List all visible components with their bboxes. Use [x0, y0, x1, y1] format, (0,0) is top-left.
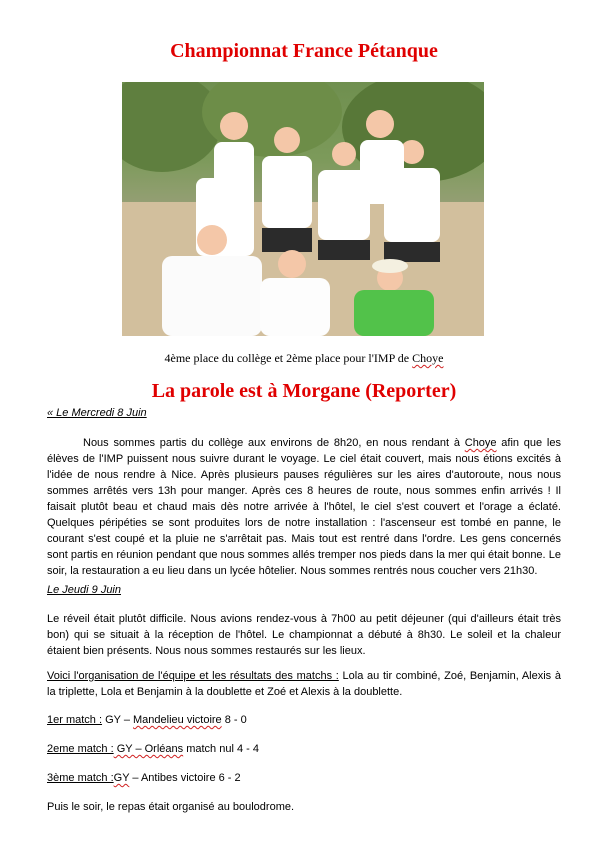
team-photo: [122, 82, 484, 336]
day2-paragraph: Le réveil était plutôt difficile. Nous avions rendez-vous à 7h00 au petit déjeuner (qui d'ailleurs était très bon) qui se situait à la réception de l'hôtel. Le championnat a débuté à 8h30. Le soleil et la chaleur étaient bien présents. Nous nous sommes restaurés sur les lieux.: [47, 613, 561, 657]
closing-paragraph: Puis le soir, le repas était organisé au boulodrome.: [47, 801, 295, 813]
organisation-paragraph: Voici l'organisation de l'équipe et les résultats des matchs : Lola au tir combiné, Zoé, Benjamin, Alexis à la triplette, Lola et Benjamin à la doublette et Zoé et Alexis à la doublette.: [47, 670, 561, 698]
day1-paragraph: Nous sommes partis du collège aux environs de 8h20, en nous rendant à Choye afin que les élèves de l'IMP puissent nous suivre durant le voyage. Le ciel était couvert, mais nous étions excités à l'idée de nous rendre à Nice. Après plusieurs pauses régulières sur les aires d'autoroute, nous nous sommes arrêtés vers 13h pour manger. Après ces 8 heures de route, nous sommes enfin arrivés ! Il faisait plutôt beau et chaud mais dès notre arrivée à l'hôtel, le ciel s'est couvert et l'orage a éclaté. Quelques péripéties se sont produites lors de notre installation : l'ascenseur est tombé en panne, le courant s'est coupé et la pluie ne s'arrêtait pas. Mais tout est rentré dans l'ordre. Les gens concernés sont partis en réunion pendant que nous sommes allés tremper nos pieds dans la mer qui était bonne. Le soir, la restauration a eu lieu dans un lycée hôtelier. Nous sommes rentrés nous coucher vers 21h30.: [47, 437, 561, 577]
article-title: La parole est à Morgane (Reporter): [151, 380, 457, 402]
match-result-2: 2eme match : GY – Orléans match nul 4 - 4: [47, 743, 259, 755]
page-title: Championnat France Pétanque: [170, 40, 438, 62]
day2-heading: Le Jeudi 9 Juin: [47, 584, 121, 596]
photo-caption: 4ème place du collège et 2ème place pour l'IMP de Choye: [164, 351, 444, 365]
match-result-1: 1er match : GY – Mandelieu victoire 8 - 0: [47, 714, 247, 726]
day1-heading: « Le Mercredi 8 Juin: [47, 407, 147, 419]
match-result-3: 3ème match :GY – Antibes victoire 6 - 2: [47, 772, 241, 784]
